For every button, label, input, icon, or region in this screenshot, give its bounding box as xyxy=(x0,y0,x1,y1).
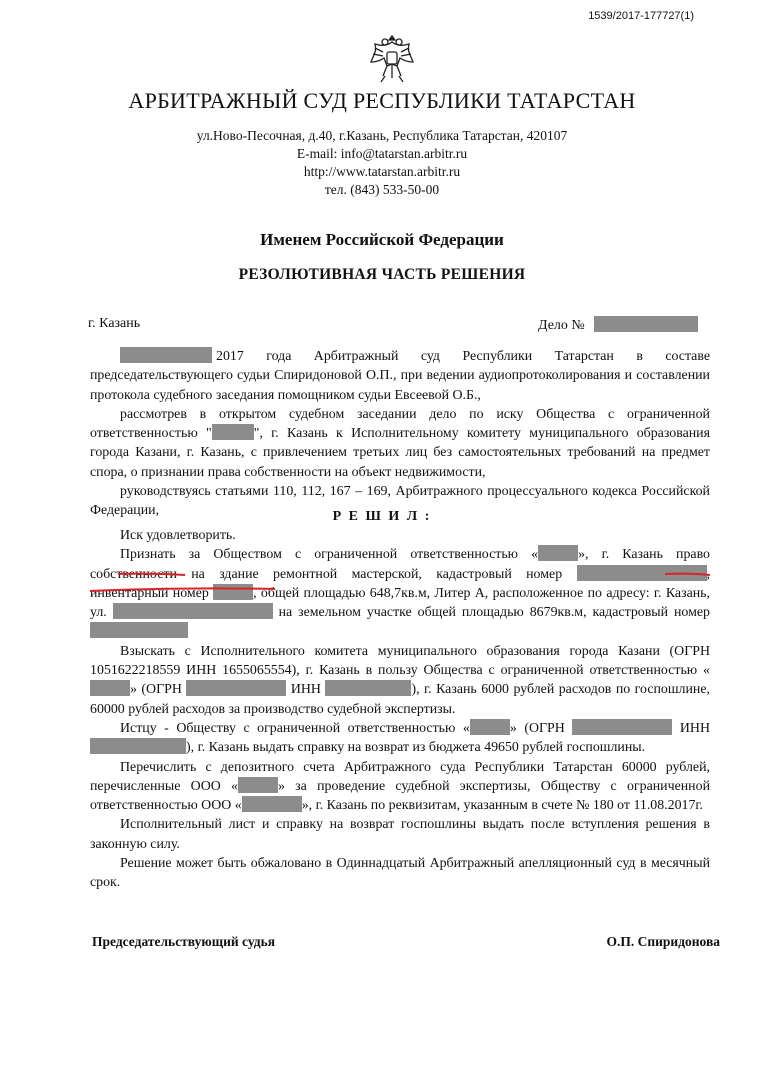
redacted-case-number xyxy=(594,316,698,332)
city-label: г. Казань xyxy=(88,316,141,331)
decision-paragraph: Истцу - Обществу с ограниченной ответственностью « » (ОГРН ИНН ), г. Казань выдать справку на возврат из бюджета 49650 рублей госпошлины. xyxy=(90,719,710,758)
intro-paragraph: 2017 года Арбитражный суд Республики Татарстан в составе председательствующего судьи Спиридоновой О.П., при ведении аудиопротоколирования и составлении протокола судебного заседания помощником судьи Евсеевой О.Б., xyxy=(90,349,710,403)
coat-of-arms-emblem xyxy=(367,30,417,88)
decision-paragraph: Иск удовлетворить. xyxy=(120,528,236,543)
decision-paragraph: Перечислить с депозитного счета Арбитражного суда Республики Татарстан 60000 рублей, перечисленные ООО « » за проведение судебной экспертизы, Обществу с ограниченной ответственностью ООО « », г. Казань по реквизитам, указанным в счете № 180 от 11.08.2017г. xyxy=(90,759,710,814)
redacted-company xyxy=(238,777,278,793)
redacted-company xyxy=(212,424,254,440)
decision-paragraph: Признать за Обществом с ограниченной ответственностью « », г. Казань право собственности на здание ремонтной мастерской, кадастровый номер , инвентарный номер , общей площадью 648,7кв.м, Литер А, расположенное по адресу: г. Казань, ул. на земельном участке общей площадью 8679кв.м, кадастровый номер xyxy=(90,545,710,641)
decision-paragraph: Решение может быть обжаловано в Одиннадцатый Арбитражный апелляционный суд в месячный срок. xyxy=(90,856,710,891)
intro-paragraph: рассмотрев в открытом судебном заседании дело по иску Общества с ограниченной ответственностью " ", г. Казань к Исполнительному комитету муниципального образования города Казани, г. Казань, с привлечением третьих лиц без самостоятельных требований на предмет спора, о признании права собственности на объект недвижимости, xyxy=(90,406,711,480)
intro-paragraph: руководствуясь статьями 110, 112, 167 – 169, Арбитражного процессуального кодекса Российской Федерации, xyxy=(90,484,710,519)
court-name: АРБИТРАЖНЫЙ СУД РЕСПУБЛИКИ ТАТАРСТАН xyxy=(128,88,636,113)
court-email: E-mail: info@tatarstan.arbitr.ru xyxy=(296,146,468,161)
red-underline-annotation xyxy=(90,572,710,592)
redacted-company xyxy=(470,719,510,735)
decision-paragraph: Взыскать с Исполнительного комитета муниципального образования города Казани (ОГРН 1051622218559 ИНН 1655065554), г. Казань в пользу Общества с ограниченной ответственностью «» (ОГРН ИНН ), г. Казань 6000 рублей расходов по госпошлине, 60000 рублей расходов за производство судебной экспертизы. xyxy=(90,643,710,717)
document-heading: Именем Российской Федерации xyxy=(260,230,504,249)
redacted-land-cadastral-number xyxy=(90,622,188,638)
case-number xyxy=(538,316,698,334)
document-title: РЕЗОЛЮТИВНАЯ ЧАСТЬ РЕШЕНИЯ xyxy=(238,266,526,283)
signature-position: Председательствующий судья xyxy=(92,934,276,949)
intro-section xyxy=(90,347,710,521)
redacted-ogrn xyxy=(572,719,672,735)
court-phone: тел. (843) 533-50-00 xyxy=(324,182,440,197)
redacted-street xyxy=(113,603,273,619)
court-website: http://www.tatarstan.arbitr.ru xyxy=(303,164,461,179)
court-address: ул.Ново-Песочная, д.40, г.Казань, Республика Татарстан, 420107 xyxy=(196,128,568,143)
redacted-company xyxy=(538,545,578,561)
redacted-company xyxy=(242,796,302,812)
redacted-inn xyxy=(90,738,186,754)
signature-name: О.П. Спиридонова xyxy=(606,934,720,949)
decision-heading: Р Е Ш И Л : xyxy=(332,509,432,524)
redacted-inn xyxy=(325,680,411,696)
document-number: 1539/2017-177727(1) xyxy=(588,10,694,22)
redacted-date xyxy=(120,347,212,363)
decision-paragraph: Исполнительный лист и справку на возврат госпошлины выдать после вступления решения в законную силу. xyxy=(90,817,710,852)
case-label: Дело № xyxy=(538,318,585,333)
redacted-ogrn xyxy=(186,680,286,696)
redacted-company xyxy=(90,680,130,696)
